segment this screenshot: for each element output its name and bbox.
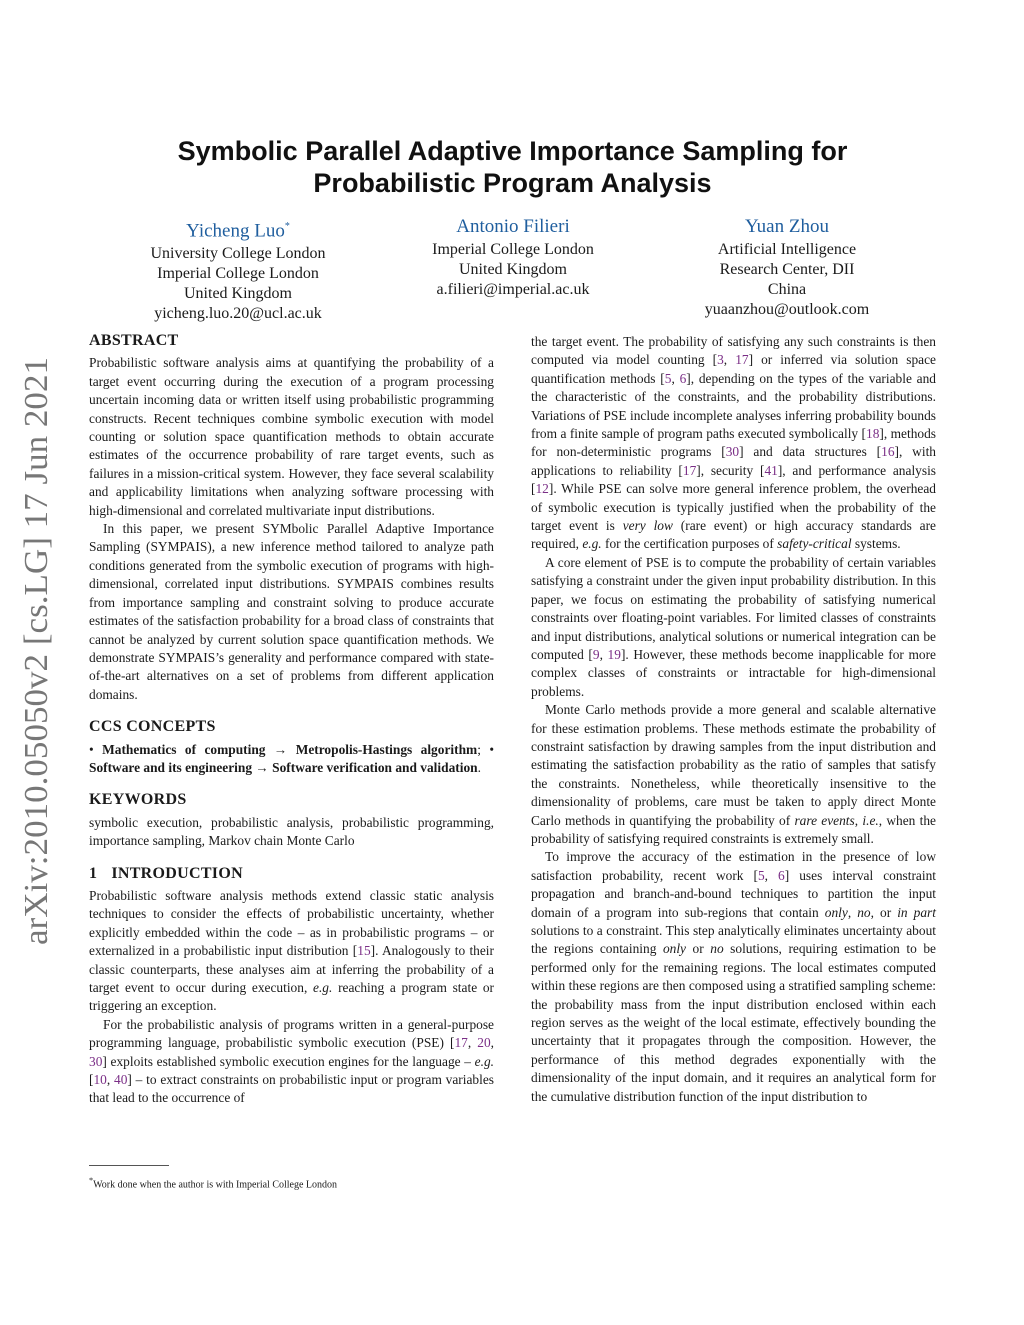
author-name-1[interactable]: Yicheng Luo* [186,220,290,242]
citation-link[interactable]: 16 [881,444,895,460]
right-paragraph-4: To improve the accuracy of the estimation in the presence of low satisfaction probability, recent work [5, 6] uses interval constraint propagation and branch-and-bound techniques to partition the input domain of a program into sub-regions that contain only, no, or in part solutions to a constraint. This step analytically eliminates uncertainty about the regions containing only or no solutions, requiring estimation to be performed only for the remaining regions. The local estimates computed within these regions are then composed using a stratified sampling scheme: the probability mass from the input distribution enclosed within each region serves as the weight of the local estimate, effectively bounding the uncertainty that it propagates through the composition. However, the performance of this method degrades exponentially with the dimensionality of the input domain, and it requires an analytical form for the cumulative distribution function of the input distribution to [531,849,937,1104]
citation-link[interactable]: 10 [93,1072,107,1088]
right-paragraph-3: Monte Carlo methods provide a more general and scalable alternative for these estimation problems. These methods estimate the probability of constraint satisfaction by drawing samples from the input distribution and estimating the satisfaction probability as the ratio of samples that satisfy the constraints. Nonetheless, while theoretically insensitive to the dimensionality of problems, care must be taken to apply direct Monte Carlo methods in quantifying the probability of rare events, i.e., when the probability of satisfying required constraints is extremely small. [531,702,936,846]
title-line-2: Probabilistic Program Analysis [313,168,712,198]
citation-link[interactable]: 30 [725,444,740,460]
arxiv-stamp [14,355,54,945]
citation-link[interactable]: 20 [477,1035,491,1051]
citation-link[interactable]: 41 [764,462,778,478]
intro-heading: 1 INTRODUCTION [89,864,243,882]
author-country: United Kingdom [459,261,567,278]
right-paragraph-1: the target event. The probability of satisfying any such constraints is then computed via model counting [3, 17] or inferred via solution space quantification methods [5, 6], depending on the types of the variable and the characteristic of the constraints, and the probability distributions. Variations of PSE include incomplete analyses inferring probability bounds from a finite sample of program paths executed symbolically [18], methods for non-deterministic programs [30] and data structures [16], with applications to reliability [17], security [41], and performance analysis [12]. While PSE can solve more general inference problem, the overhead of symbolic execution is typically justified when the probability of the target event is very low (rare event) or high accuracy standards are required, e.g. for the certification purposes of safety-critical systems. [531,334,937,552]
citation-link[interactable]: 9 [592,646,600,662]
author-block-3 [667,216,907,320]
author-affil: Imperial College London [157,265,319,283]
author-country: United Kingdom [184,285,292,303]
arxiv-stamp-text: arXiv:2010.05050v2 [cs.LG] 17 Jun 2021 [18,374,55,945]
author-email: a.filieri@imperial.ac.uk [436,281,590,298]
intro-paragraph-1: Probabilistic software analysis methods extend classic static analysis techniques to consider the effects of probabilistic uncertainty, whether explicitly embedded within the code – as in probabilistic programs – or externalized in a probabilistic input distribution [15]. Analogously to their classic counterparts, these analyses aim at inferring the probability of a target event to occur during execution, e.g. reaching a program state or triggering an exception. [89,887,494,1014]
author-country: China [767,281,807,298]
author-email: yuaanzhou@outlook.com [704,301,870,318]
citation-link[interactable]: 6 [778,867,785,883]
author-email: yicheng.luo.20@ucl.ac.uk [154,305,322,323]
author-affil: Imperial College London [432,241,594,258]
footnote-rule [89,1165,169,1166]
keywords-heading: KEYWORDS [89,791,187,809]
ccs-term: Metropolis-Hastings algorithm [295,741,478,757]
ccs-term: Software and its engineering [89,759,253,775]
citation-link[interactable]: 12 [535,481,549,497]
citation-link[interactable]: 3 [717,352,724,368]
paper-title [90,135,935,199]
intro-paragraph-2: For the probabilistic analysis of programs written in a general-purpose programming language, probabilistic symbolic execution (PSE) [17, 20, 30] exploits established symbolic execution engines for the language – e.g. [10, 40] – to extract constraints on probabilistic input or program variables that lead to the occurrence of [89,1016,494,1106]
abstract-paragraph-2: In this paper, we present SYMbolic Parallel Adaptive Importance Sampling (SYMPAIS), a new inference method tailored to analyze path conditions generated from the symbolic execution of programs with high-dimensional, correlated input distributions. SYMPAIS combines results from importance sampling and constraint solving to produce accurate estimates of the satisfaction probability for a broad class of constraints that cannot be analyzed by current solution space quantification methods. We demonstrate SYMPAIS’s generality and performance compared with state-of-the-art alternatives on a set of problems from different application domains. [89,521,494,702]
citation-link[interactable]: 5 [664,370,672,386]
right-paragraph-2: A core element of PSE is to compute the probability of certain variables satisfying a constraint under the given input probability distribution. In this paper, we focus on estimating the probability of satisfying numerical constraints over floating-point variables. For limited classes of constraints and input distributions, analytical solutions or numerical integration can be computed [9, 19]. However, these methods become inapplicable for more complex classes of constraints or intractable for high-dimensional problems. [531,554,936,699]
ccs-heading: CCS CONCEPTS [89,718,216,736]
author-affil: University College London [150,245,326,263]
author-block-2 [393,216,633,300]
footnote-mark: * [89,1176,94,1185]
abstract-paragraph-1: Probabilistic software analysis aims at quantifying the probability of a target event occurring during the execution of a program processing uncertain incoming data or written itself using probabilistic programming constructs. Recent techniques combine symbolic execution with model counting or solution space quantification methods to obtain accurate estimates of the occurrence probability of rare target events, such as failures in a mission-critical system. However, they face several scalability and applicability limitations when analyzing software processing with high-dimensional and correlated multivariate input distributions. [89,355,494,518]
citation-link[interactable]: 17 [682,462,697,478]
author-affil: Research Center, DII [719,261,855,278]
author-mark-1: * [284,221,290,232]
citation-link[interactable]: 17 [454,1035,468,1051]
citation-link[interactable]: 15 [357,943,371,959]
abstract-heading: ABSTRACT [89,332,179,349]
title-line-1: Symbolic Parallel Adaptive Importance Sampling for [177,136,848,166]
left-column [89,332,494,1108]
author-name-3[interactable]: Yuan Zhou [745,216,829,237]
author-affil: Artificial Intelligence [717,241,857,258]
citation-link[interactable]: 17 [735,352,749,368]
citation-link[interactable]: 19 [607,646,621,662]
citation-link[interactable]: 40 [114,1072,128,1088]
citation-link[interactable]: 5 [757,867,765,883]
section-number: 1 [89,864,98,882]
right-column [531,333,936,1106]
ccs-term: Mathematics of computing [102,741,266,757]
footnote-text: Work done when the author is with Imperial College London [93,1179,338,1191]
footnote [89,1165,494,1191]
author-block-1 [118,216,358,324]
citation-link[interactable]: 30 [89,1053,103,1069]
keywords-text: symbolic execution, probabilistic analysis, probabilistic programming, importance sampling, Markov chain Monte Carlo [89,814,494,849]
ccs-concepts: • Mathematics of computing → Metropolis-Hastings algorithm; • Software and its engineering → Software verification and validation. [89,741,495,775]
citation-link[interactable]: 6 [679,370,687,386]
citation-link[interactable]: 18 [866,426,880,442]
ccs-term: Software verification and validation [272,759,478,775]
author-name-2[interactable]: Antonio Filieri [456,216,570,237]
